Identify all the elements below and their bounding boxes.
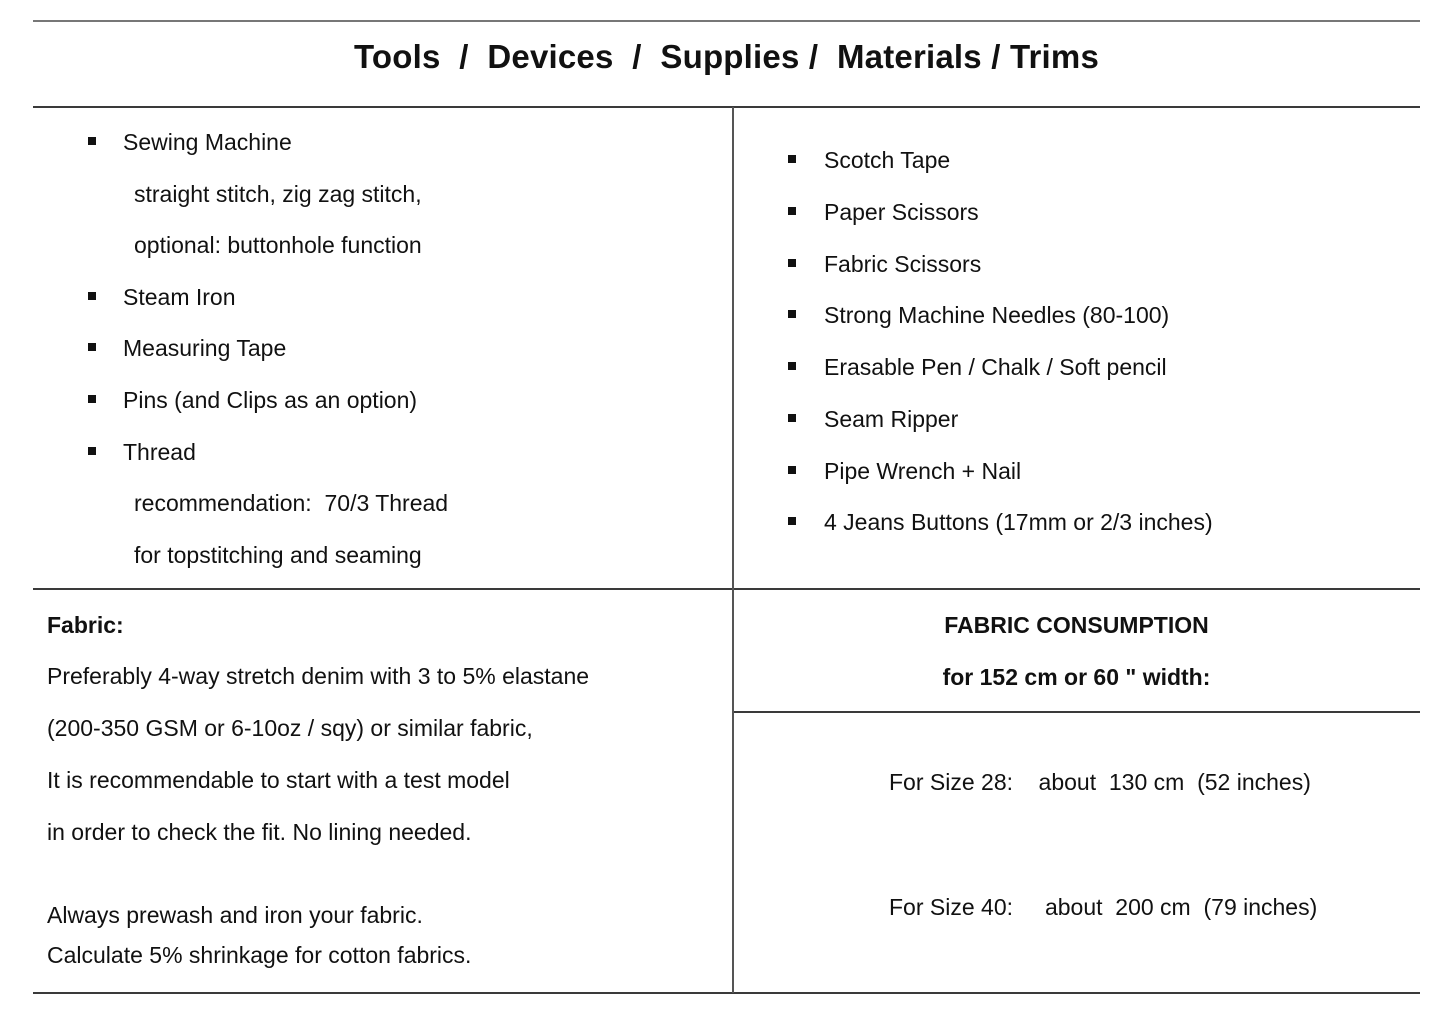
bullet-icon [788,310,796,318]
item-label: Measuring Tape [123,335,287,361]
item-detail: straight stitch, zig zag stitch, [134,181,422,207]
fabric-line: (200-350 GSM or 6-10oz / sqy) or similar fabric, [47,715,533,741]
bullet-icon [788,207,796,215]
middle-divider [33,588,1420,590]
fabric-line: Preferably 4-way stretch denim with 3 to 5% elastane [47,663,590,689]
item-label: Sewing Machine [123,129,292,155]
consumption-divider [733,711,1420,713]
bullet-icon [788,259,796,267]
item-detail: recommendation: 70/3 Thread [134,490,449,516]
bullet-icon [88,137,96,145]
bullet-icon [88,447,96,455]
item-label: Scotch Tape [824,147,951,173]
consumption-row: For Size 28: about 130 cm (52 inches) [889,769,1311,795]
item-detail: for topstitching and seaming [134,542,422,568]
fabric-heading: Fabric: [47,612,124,638]
item-label: Steam Iron [123,284,236,310]
consumption-row: For Size 40: about 200 cm (79 inches) [889,894,1318,920]
bullet-icon [88,343,96,351]
item-label: 4 Jeans Buttons (17mm or 2/3 inches) [824,509,1213,535]
bullet-icon [788,155,796,163]
item-label: Fabric Scissors [824,251,982,277]
bullet-icon [788,362,796,370]
item-label: Seam Ripper [824,406,959,432]
page-title: Tools / Devices / Supplies / Materials / Trims [353,38,1099,75]
bullet-icon [788,517,796,525]
fabric-note: Always prewash and iron your fabric. [47,902,423,928]
item-label: Erasable Pen / Chalk / Soft pencil [824,354,1167,380]
item-label: Paper Scissors [824,199,979,225]
bullet-icon [88,292,96,300]
item-label: Pipe Wrench + Nail [824,458,1022,484]
column-divider [732,107,734,993]
item-label: Thread [123,439,196,465]
title-divider [33,106,1420,108]
item-label: Strong Machine Needles (80-100) [824,302,1170,328]
item-detail: optional: buttonhole function [134,232,422,258]
consumption-subheading: for 152 cm or 60 " width: [942,664,1211,690]
bullet-icon [788,466,796,474]
bottom-border [33,992,1420,994]
fabric-line: in order to check the fit. No lining needed. [47,819,472,845]
fabric-note: Calculate 5% shrinkage for cotton fabrics. [47,942,472,968]
item-label: Pins (and Clips as an option) [123,387,418,413]
bullet-icon [88,395,96,403]
fabric-line: It is recommendable to start with a test model [47,767,510,793]
consumption-heading: FABRIC CONSUMPTION [944,612,1209,638]
bullet-icon [788,414,796,422]
top-border [33,20,1420,22]
